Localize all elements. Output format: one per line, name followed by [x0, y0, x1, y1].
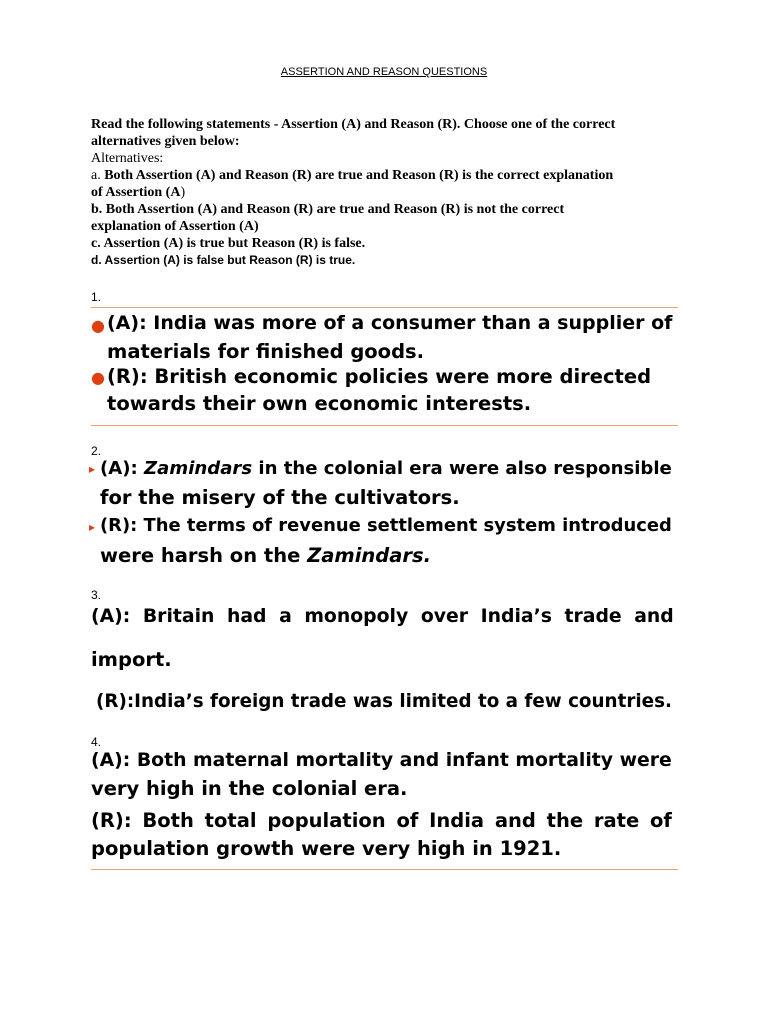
question-1-assertion-cont: materials for finished goods. — [107, 340, 425, 363]
question-1-assertion: (A): India was more of a consumer than a supplier of — [107, 312, 673, 334]
question-3-reason: (R):India’s foreign trade was limited to a few countries. — [96, 691, 672, 712]
question-1-bottom-rule — [91, 425, 678, 426]
question-4 — [91, 750, 678, 868]
question-1-top-rule — [91, 307, 678, 308]
question-1-reason: (R): British economic policies were more directed — [107, 365, 652, 388]
bullet-icon: ▸ — [89, 462, 96, 476]
question-2-reason-pre: were harsh on the — [100, 544, 308, 567]
alternative-a-prefix: a. — [91, 168, 101, 183]
question-1-reason-cont: towards their own economic interests. — [107, 392, 532, 415]
bullet-icon: ● — [91, 316, 105, 335]
alternative-a-cont — [91, 184, 651, 201]
alternative-c: c. Assertion (A) is true but Reason (R) is false. — [91, 236, 366, 251]
question-4-reason: (R): Both total population of India and the rate of — [91, 809, 672, 832]
question-1-number: 1. — [91, 290, 102, 304]
question-2-reason: (R): The terms of revenue settlement system introduced — [100, 515, 672, 536]
bullet-icon: ● — [91, 368, 105, 387]
question-2-reason-cont — [100, 544, 431, 567]
question-2-assertion-cont: for the misery of the cultivators. — [100, 486, 460, 509]
instruction-line-1: Read the following statements - Assertion (A) and Reason (R). Choose one of the correct — [91, 117, 616, 132]
instructions — [91, 116, 651, 269]
bullet-icon: ▸ — [89, 520, 96, 534]
question-1 — [91, 312, 678, 422]
question-4-number: 4. — [91, 735, 102, 749]
question-2-reason-italic: Zamindars. — [307, 544, 432, 567]
alternative-a — [91, 167, 651, 184]
question-2 — [91, 458, 678, 570]
alternative-b: b. Both Assertion (A) and Reason (R) are true and Reason (R) is not the correct — [91, 202, 565, 217]
question-2-assertion-pre: (A): — [100, 458, 145, 479]
question-4-reason-cont: population growth were very high in 1921. — [91, 837, 562, 860]
question-3-assertion: (A): Britain had a monopoly over India’s trade and — [91, 606, 674, 627]
alternative-a-text-2: of Assertion (A — [91, 185, 181, 200]
question-4-bottom-rule — [91, 869, 678, 870]
question-3-number: 3. — [91, 588, 102, 602]
question-2-assertion — [100, 458, 672, 479]
question-3-assertion-cont: import. — [91, 648, 172, 671]
question-2-assertion-post: in the colonial era were also responsible — [252, 458, 672, 479]
alternative-d: d. Assertion (A) is false but Reason (R) is true. — [91, 253, 356, 267]
question-4-assertion: (A): Both maternal mortality and infant mortality were — [91, 750, 672, 771]
question-2-assertion-italic: Zamindars — [144, 458, 253, 479]
alternative-a-paren: ) — [180, 185, 186, 200]
alternative-a-text: Both Assertion (A) and Reason (R) are true and Reason (R) is the correct explanation — [104, 168, 614, 183]
page-title: ASSERTION AND REASON QUESTIONS — [280, 66, 488, 78]
question-2-number: 2. — [91, 444, 102, 458]
alternatives-label: Alternatives: — [91, 151, 164, 166]
instruction-line-2: alternatives given below: — [91, 134, 240, 149]
alternative-b-cont: explanation of Assertion (A) — [91, 219, 259, 234]
question-4-assertion-cont: very high in the colonial era. — [91, 777, 408, 800]
question-3 — [91, 606, 678, 718]
